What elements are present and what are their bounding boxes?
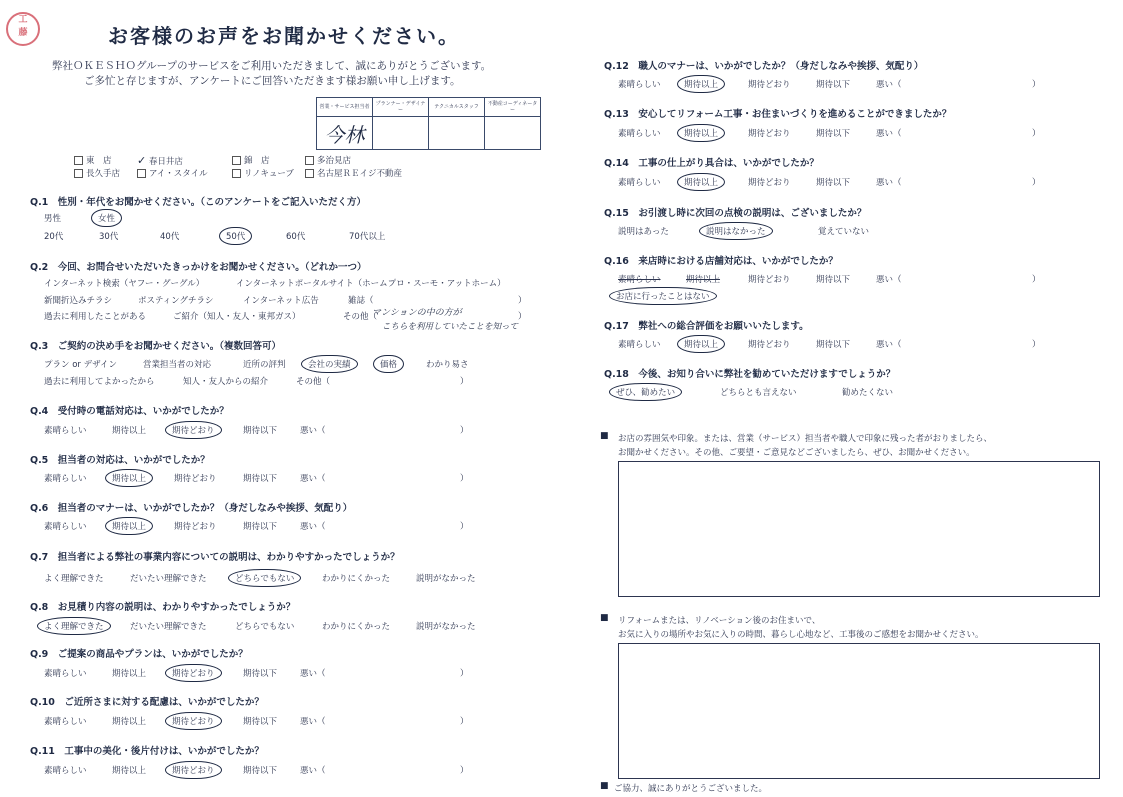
option-as-expected[interactable]: 期待どおり [174, 474, 217, 484]
footer-thanks: ご協力、誠にありがとうございました。 [614, 784, 768, 794]
bullet-square-icon: ■ [600, 431, 609, 441]
option-as-expected[interactable]: 期待どおり [748, 275, 791, 285]
option-neither[interactable]: どちらでもない [235, 622, 295, 632]
comment1-label: お店の雰囲気や印象。または、営業（サービス）担当者や職人で印象に残った者がおりましたら、 [618, 434, 993, 444]
option-internet-ad[interactable]: インターネット広告 [243, 296, 319, 306]
option-company-record-selected[interactable]: 会社の実績 [301, 355, 358, 373]
option-excellent[interactable]: 素晴らしい [618, 129, 661, 139]
option-understood-well[interactable]: よく理解できた [44, 574, 104, 584]
staff-table [316, 97, 541, 150]
company-stamp-seal: 工 藤 [6, 12, 40, 46]
option-excellent[interactable]: 素晴らしい [618, 178, 661, 188]
store-kasugai[interactable]: ✓ 春日井店 [137, 154, 183, 167]
store-nagoya-realestate[interactable]: 名古屋ＲＥイジ不動産 [305, 167, 402, 179]
option-20s[interactable]: 20代 [44, 232, 64, 242]
option-excellent[interactable]: 素晴らしい [618, 80, 661, 90]
option-bad[interactable]: 悪い（ [300, 717, 326, 727]
option-60s[interactable]: 60代 [286, 232, 306, 242]
intro-line-1: 弊社ＯＫＥＳＨＯグループのサービスをご利用いただきまして、誠にありがとうございます。 [52, 60, 492, 72]
paren-close: ） [460, 377, 469, 387]
option-portal-site[interactable]: インターネットポータルサイト（ホームプロ・スーモ・アットホーム） [236, 279, 506, 289]
question-q12: Q.12 職人のマナーは、いかがでしたか？（身だしなみや挨拶、気配り） [604, 61, 924, 72]
paren-close: ） [460, 766, 469, 776]
question-q4: Q.4 受付時の電話対応は、いかがでしたか？ [30, 406, 229, 417]
option-used-before[interactable]: 過去に利用したことがある [44, 312, 147, 322]
paren-close: ） [1032, 275, 1041, 285]
option-below-expectation[interactable]: 期待以下 [243, 717, 278, 727]
store-renocube[interactable]: リノキューブ [232, 167, 294, 179]
option-above-expectation[interactable]: 期待以上 [112, 669, 147, 679]
option-bad[interactable]: 悪い（ [876, 80, 902, 90]
option-bad[interactable]: 悪い（ [876, 275, 902, 285]
checkbox-icon [305, 156, 314, 165]
option-as-expected-selected[interactable]: 期待どおり [165, 421, 222, 439]
option-bad[interactable]: 悪い（ [300, 522, 326, 532]
option-30s[interactable]: 30代 [99, 232, 119, 242]
handwritten-other-2: こちらを利用していたことを知って [382, 322, 519, 332]
paren-close: ） [1032, 178, 1041, 188]
option-70s[interactable]: 70代以上 [349, 232, 386, 242]
option-below-expectation[interactable]: 期待以下 [816, 129, 851, 139]
question-q5: Q.5 担当者の対応は、いかがでしたか？ [30, 455, 210, 466]
question-q17: Q.17 弊社への総合評価をお願いいたします。 [604, 321, 809, 332]
checkbox-icon [305, 169, 314, 178]
staff-name: 今林 [324, 122, 365, 147]
question-q9: Q.9 ご提案の商品やプランは、いかがでしたか？ [30, 649, 248, 660]
paren-close: ） [518, 296, 527, 306]
option-female-selected[interactable]: 女性 [91, 209, 122, 227]
option-above-expectation-selected[interactable]: 期待以上 [105, 469, 153, 487]
option-above-expectation-selected[interactable]: 期待以上 [105, 517, 153, 535]
option-bad[interactable]: 悪い（ [300, 426, 326, 436]
option-mostly-understood[interactable]: だいたい理解できた [130, 622, 207, 632]
comment1-label-2: お聞かせください。その他、ご要望・ご意見などございましたら、ぜひ、お聞かせください。 [618, 448, 975, 458]
option-explained[interactable]: 説明はあった [618, 227, 669, 237]
option-as-expected[interactable]: 期待どおり [748, 178, 791, 188]
question-q7: Q.7 担当者による弊社の事業内容についての説明は、わかりやすかったでしょうか？ [30, 552, 400, 563]
option-excellent[interactable]: 素晴らしい [618, 340, 661, 350]
option-bad[interactable]: 悪い（ [300, 669, 326, 679]
checkbox-icon [232, 156, 241, 165]
comment2-label: リフォームまたは、リノベーション後のお住まいで、 [618, 616, 821, 626]
option-bad[interactable]: 悪い（ [876, 129, 902, 139]
option-50s-selected[interactable]: 50代 [219, 227, 252, 245]
paren-close: ） [460, 669, 469, 679]
option-as-expected[interactable]: 期待どおり [748, 129, 791, 139]
option-above-expectation-selected[interactable]: 期待以上 [677, 124, 725, 142]
option-excellent[interactable]: 素晴らしい [44, 522, 87, 532]
option-no-explanation[interactable]: 説明がなかった [416, 574, 476, 584]
option-posting-flyer[interactable]: ポスティングチラシ [138, 296, 214, 306]
store-tajimi[interactable]: 多治見店 [305, 154, 351, 166]
option-definitely-recommend-selected[interactable]: ぜひ、勧めたい [609, 383, 682, 401]
bullet-square-icon: ■ [600, 781, 609, 791]
option-other[interactable]: その他（ [343, 312, 378, 322]
option-below-expectation[interactable]: 期待以下 [243, 426, 278, 436]
option-neither-selected[interactable]: どちらでもない [228, 569, 301, 587]
store-istyle[interactable]: アイ・スタイル [137, 167, 208, 179]
option-excellent[interactable]: 素晴らしい [44, 426, 87, 436]
paren-close: ） [460, 717, 469, 727]
store-nagakute[interactable]: 長久手店 [74, 167, 120, 179]
question-q18: Q.18 今後、お知り合いに弊社を勧めていただけますでしょうか？ [604, 369, 896, 380]
staff-header-sales: 営業・サービス担当者 [317, 98, 373, 117]
bullet-square-icon: ■ [600, 613, 609, 623]
question-q1: Q.1 性別・年代をお聞かせください。（このアンケートをご記入いただく方） [30, 197, 366, 208]
option-other[interactable]: その他（ [296, 377, 331, 387]
option-excellent[interactable]: 素晴らしい [44, 717, 87, 727]
option-understood-well-selected[interactable]: よく理解できた [37, 617, 111, 635]
option-below-expectation[interactable]: 期待以下 [243, 669, 278, 679]
option-hard-to-understand[interactable]: わかりにくかった [322, 622, 391, 632]
paren-close: ） [1032, 80, 1041, 90]
comment2-textarea[interactable] [618, 643, 1100, 779]
option-below-expectation[interactable]: 期待以下 [243, 766, 278, 776]
option-sales-response[interactable]: 営業担当者の対応 [143, 360, 212, 370]
option-reputation[interactable]: 近所の評判 [243, 360, 286, 370]
store-higashi[interactable]: 東 店 [74, 154, 112, 166]
option-below-expectation[interactable]: 期待以下 [243, 474, 278, 484]
option-above-expectation[interactable]: 期待以上 [112, 426, 147, 436]
option-good-experience[interactable]: 過去に利用してよかったから [44, 377, 155, 387]
option-cannot-say[interactable]: どちらとも言えない [720, 388, 797, 398]
option-below-expectation[interactable]: 期待以下 [816, 178, 851, 188]
option-bad[interactable]: 悪い（ [876, 340, 902, 350]
option-friend-referral[interactable]: 知人・友人からの紹介 [183, 377, 269, 387]
option-bad[interactable]: 悪い（ [876, 178, 902, 188]
option-newspaper-flyer[interactable]: 新聞折込みチラシ [44, 296, 113, 306]
option-plan-design[interactable]: プラン or デザイン [44, 360, 118, 370]
option-above-expectation-selected[interactable]: 期待以上 [677, 173, 725, 191]
option-40s[interactable]: 40代 [160, 232, 180, 242]
option-as-expected[interactable]: 期待どおり [174, 522, 217, 532]
staff-header-realestate: 不動産コーディネーター [485, 98, 541, 117]
paren-close: ） [1032, 340, 1041, 350]
option-above-expectation[interactable]: 期待以上 [112, 766, 147, 776]
staff-header-planner: プランナー・デザイナー [373, 98, 429, 117]
staff-name-cell[interactable] [317, 117, 373, 150]
paren-close: ） [460, 474, 469, 484]
option-above-expectation-selected[interactable]: 期待以上 [677, 75, 725, 93]
option-male[interactable]: 男性 [44, 214, 62, 224]
staff-cell-technical[interactable] [429, 117, 485, 150]
check-mark-icon: ✓ [137, 154, 147, 167]
question-q15: Q.15 お引渡し時に次回の点検の説明は、ございましたか？ [604, 208, 867, 219]
staff-cell-realestate[interactable] [485, 117, 541, 150]
checkbox-icon [74, 156, 83, 165]
option-dont-remember[interactable]: 覚えていない [818, 227, 870, 237]
option-bad[interactable]: 悪い（ [300, 766, 326, 776]
option-mostly-understood[interactable]: だいたい理解できた [130, 574, 207, 584]
paren-close: ） [1032, 129, 1041, 139]
option-never-visited-selected[interactable]: お店に行ったことはない [609, 287, 717, 305]
option-not-recommend[interactable]: 勧めたくない [842, 388, 894, 398]
option-magazine[interactable]: 雑誌（ [348, 296, 374, 306]
handwritten-other-1: マンションの中の方が [372, 308, 462, 318]
checkbox-icon [137, 169, 146, 178]
option-as-expected[interactable]: 期待どおり [748, 340, 791, 350]
option-as-expected[interactable]: 期待どおり [748, 80, 791, 90]
paren-close: ） [460, 426, 469, 436]
option-referral[interactable]: ご紹介（知人・友人・東邦ガス） [173, 312, 301, 322]
option-as-expected-selected[interactable]: 期待どおり [165, 712, 222, 730]
question-q6: Q.6 担当者のマナーは、いかがでしたか？（身だしなみや挨拶、気配り） [30, 503, 353, 514]
option-above-expectation-selected[interactable]: 期待以上 [677, 335, 725, 353]
comment2-label-2: お気に入りの場所やお気に入りの時間、暮らし心地など、工事後のご感想をお聞かせください。 [618, 630, 984, 640]
option-below-expectation[interactable]: 期待以下 [243, 522, 278, 532]
question-q16: Q.16 来店時における店舗対応は、いかがでしたか？ [604, 256, 838, 267]
option-below-expectation[interactable]: 期待以下 [816, 80, 851, 90]
option-as-expected-selected[interactable]: 期待どおり [165, 761, 222, 779]
option-clarity[interactable]: わかり易さ [426, 360, 469, 370]
question-q14: Q.14 工事の仕上がり具合は、いかがでしたか？ [604, 158, 819, 169]
comment1-textarea[interactable] [618, 461, 1100, 597]
option-price-selected[interactable]: 価格 [373, 355, 404, 373]
option-not-explained-selected[interactable]: 説明はなかった [699, 222, 773, 240]
option-no-explanation[interactable]: 説明がなかった [416, 622, 476, 632]
staff-header-technical: テクニカルスタッフ [429, 98, 485, 117]
store-nishiki[interactable]: 錦 店 [232, 154, 270, 166]
option-below-expectation[interactable]: 期待以下 [816, 340, 851, 350]
question-q10: Q.10 ご近所さまに対する配慮は、いかがでしたか？ [30, 697, 264, 708]
option-excellent[interactable]: 素晴らしい [618, 275, 661, 285]
staff-cell-planner[interactable] [373, 117, 429, 150]
option-above-expectation[interactable]: 期待以上 [112, 717, 147, 727]
option-as-expected-selected[interactable]: 期待どおり [165, 664, 222, 682]
question-q2: Q.2 今回、お問合せいただいたきっかけをお聞かせください。（どれか一つ） [30, 262, 367, 273]
question-q11: Q.11 工事中の美化・後片付けは、いかがでしたか？ [30, 746, 264, 757]
option-excellent[interactable]: 素晴らしい [44, 766, 87, 776]
checkbox-icon [232, 169, 241, 178]
option-below-expectation[interactable]: 期待以下 [816, 275, 851, 285]
paren-close: ） [518, 312, 527, 322]
page-title: お客様のお声をお聞かせください。 [108, 24, 460, 48]
intro-line-2: ご多忙と存じますが、アンケートにご回答いただきます様お願い申し上げます。 [84, 75, 461, 87]
option-above-expectation[interactable]: 期待以上 [686, 275, 721, 285]
option-excellent[interactable]: 素晴らしい [44, 669, 87, 679]
option-hard-to-understand[interactable]: わかりにくかった [322, 574, 391, 584]
option-internet-search[interactable]: インターネット検索（ヤフー・グーグル） [44, 279, 205, 289]
question-q13: Q.13 安心してリフォーム工事・お住まいづくりを進めることができましたか？ [604, 109, 952, 120]
option-excellent[interactable]: 素晴らしい [44, 474, 87, 484]
paren-close: ） [460, 522, 469, 532]
option-bad[interactable]: 悪い（ [300, 474, 326, 484]
question-q3: Q.3 ご契約の決め手をお聞かせください。（複数回答可） [30, 341, 282, 352]
checkbox-icon [74, 169, 83, 178]
question-q8: Q.8 お見積り内容の説明は、わかりやすかったでしょうか？ [30, 602, 296, 613]
